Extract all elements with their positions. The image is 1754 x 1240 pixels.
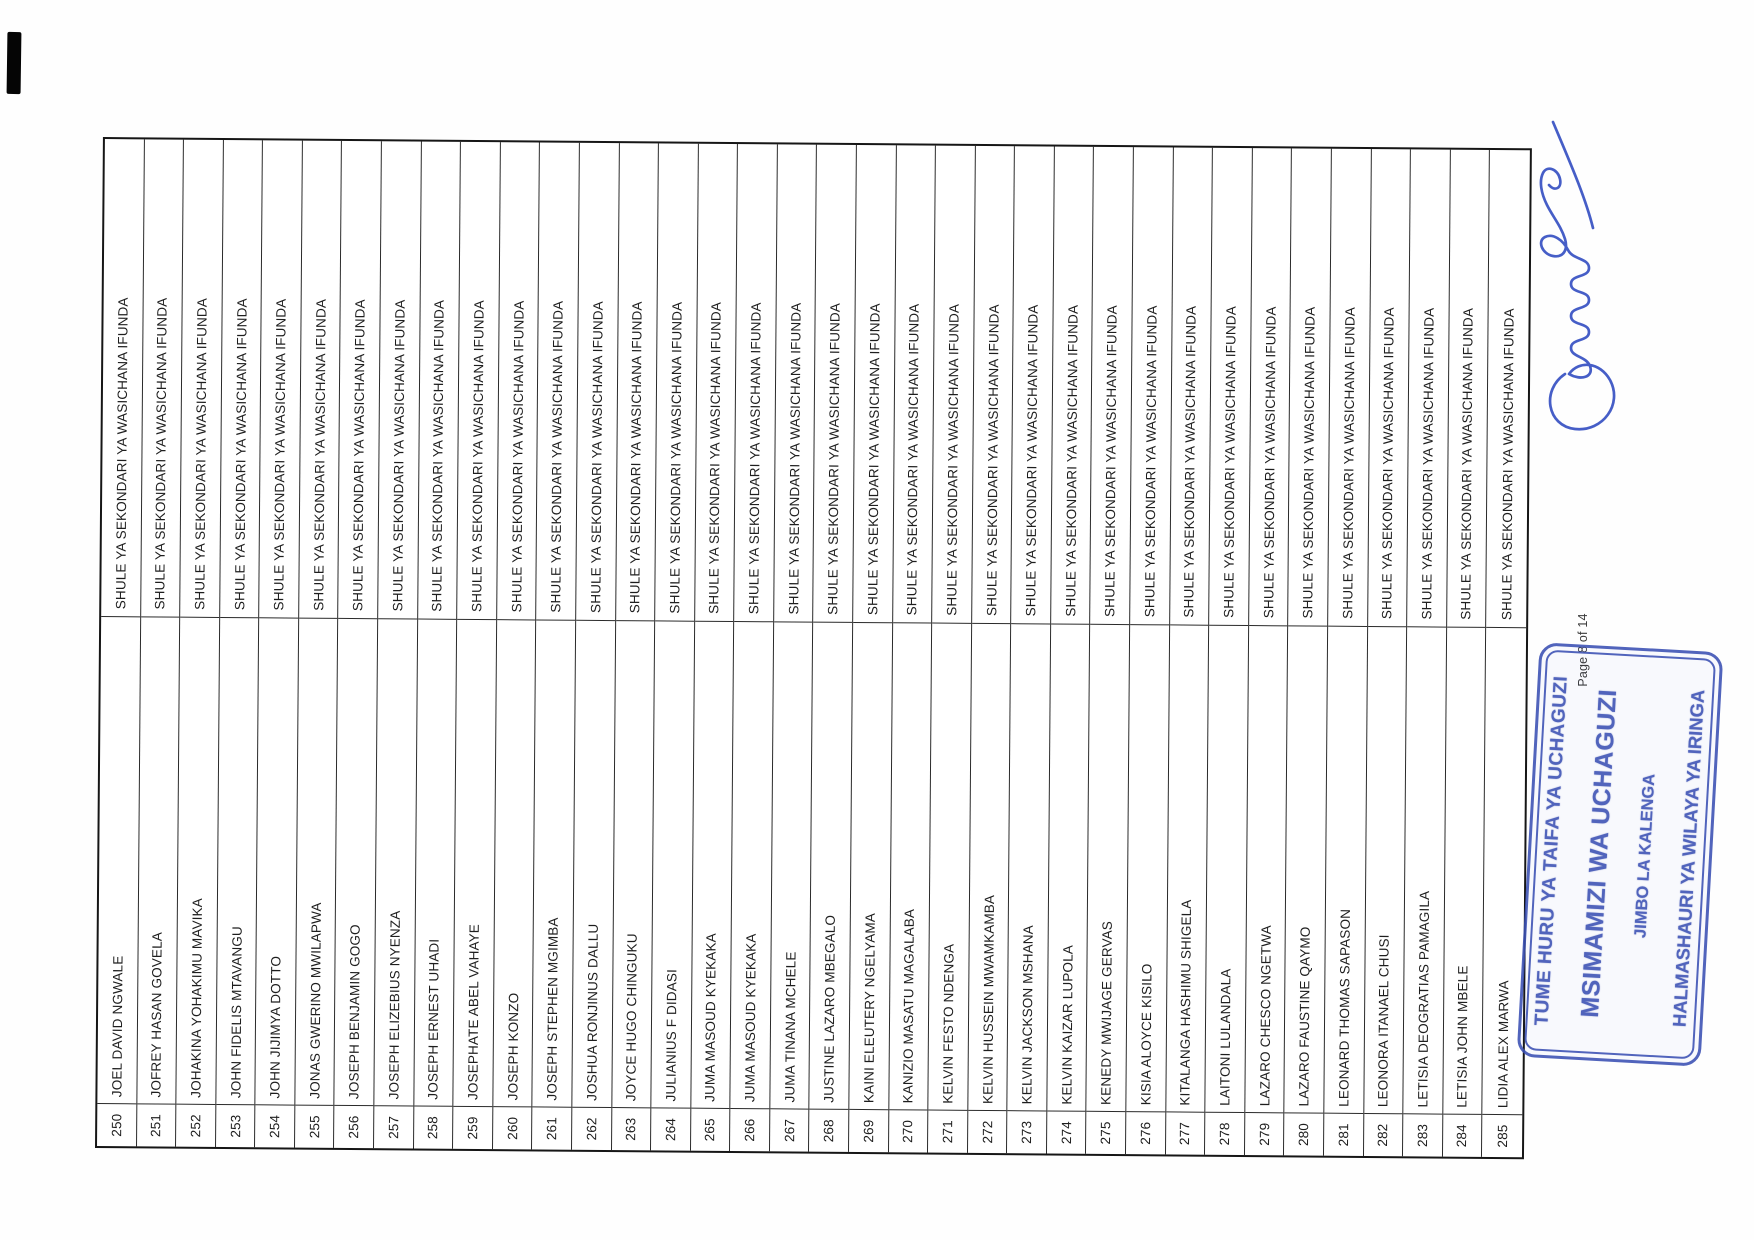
school-cell: SHULE YA SEKONDARI YA WASICHANA IFUNDA <box>587 301 606 613</box>
stamp-ring-text: TUME HURU YA TAIFA YA UCHAGUZI <box>1531 675 1572 1027</box>
row-number-cell: 285 <box>1482 1114 1522 1157</box>
row-number-cell: 275 <box>1086 1111 1125 1154</box>
row-number-cell: 251 <box>137 1103 176 1146</box>
row-number-cell: 257 <box>374 1105 413 1148</box>
scan-artifact <box>7 32 22 94</box>
school-cell: SHULE YA SEKONDARI YA WASICHANA IFUNDA <box>192 297 210 610</box>
school-cell: SHULE YA SEKONDARI YA WASICHANA IFUNDA <box>1498 308 1517 621</box>
school-cell: SHULE YA SEKONDARI YA WASICHANA IFUNDA <box>627 301 645 614</box>
name-cell: KITALANGA HASHIMU SHIGELA <box>1166 624 1208 1111</box>
name-cell: JOSEPH ELIZEBIUS NYENZA <box>374 618 416 1105</box>
school-cell: SHULE YA SEKONDARI YA WASICHANA IFUNDA <box>152 297 171 610</box>
signature-stroke <box>1541 122 1614 429</box>
roster-table <box>95 137 1532 1159</box>
school-cell: SHULE YA SEKONDARI YA WASICHANA IFUNDA <box>904 303 923 616</box>
name-cell: JOSEPH KONZO <box>493 619 535 1106</box>
name-cell: JOSHUA RONJINUS DALLU <box>572 620 614 1107</box>
row-number-cell: 259 <box>453 1106 492 1149</box>
school-cell: SHULE YA SEKONDARI YA WASICHANA IFUNDA <box>746 302 764 615</box>
name-cell: KAINI ELEUTERY NGELYAMA <box>849 622 891 1109</box>
school-cell: SHULE YA SEKONDARI YA WASICHANA IFUNDA <box>1181 305 1200 618</box>
row-number-cell: 270 <box>889 1109 928 1152</box>
school-cell: SHULE YA SEKONDARI YA WASICHANA IFUNDA <box>1023 304 1041 617</box>
name-cell: LAITONI LULANDALA <box>1206 625 1248 1112</box>
name-cell: JOHN JIJIMYA DOTTO <box>256 617 298 1104</box>
name-cell: LAZARO FAUSTINE QAYMO <box>1285 625 1327 1112</box>
row-number-cell: 279 <box>1245 1112 1284 1155</box>
name-cell: JONAS GWERINO MWILAPWA <box>295 618 337 1105</box>
stamp-subtitle: JIMBO LA KALENGA <box>1631 773 1659 939</box>
row-number-cell: 283 <box>1403 1113 1442 1156</box>
name-cell: KENEDY MWIJAGE GERVAS <box>1087 624 1129 1111</box>
stamp-bottom-text: HALMASHAURI YA WILAYA YA IRINGA <box>1668 689 1708 1028</box>
name-cell: JOSEPHATE ABEL VAHAYE <box>454 619 496 1106</box>
name-cell: KELVIN KAIZAR LUPOLA <box>1047 623 1089 1110</box>
row-number-cell: 266 <box>730 1108 769 1151</box>
school-cell: SHULE YA SEKONDARI YA WASICHANA IFUNDA <box>667 301 685 614</box>
row-number-cell: 261 <box>532 1106 571 1149</box>
name-cell: JUMA MASOUD KYEKAKA <box>691 621 733 1108</box>
school-cell: SHULE YA SEKONDARI YA WASICHANA IFUNDA <box>310 298 329 611</box>
row-number-cell: 258 <box>414 1106 453 1149</box>
school-cell: SHULE YA SEKONDARI YA WASICHANA IFUNDA <box>1062 304 1081 617</box>
school-cell: SHULE YA SEKONDARI YA WASICHANA IFUNDA <box>1260 306 1279 619</box>
school-cell: SHULE YA SEKONDARI YA WASICHANA IFUNDA <box>350 299 368 612</box>
school-cell: SHULE YA SEKONDARI YA WASICHANA IFUNDA <box>825 302 843 615</box>
school-cell: SHULE YA SEKONDARI YA WASICHANA IFUNDA <box>1339 306 1358 619</box>
school-cell: SHULE YA SEKONDARI YA WASICHANA IFUNDA <box>231 298 250 611</box>
school-cell: SHULE YA SEKONDARI YA WASICHANA IFUNDA <box>271 298 289 611</box>
school-cell: SHULE YA SEKONDARI YA WASICHANA IFUNDA <box>864 303 883 616</box>
name-cell: JUSTINE LAZARO MBEGALO <box>810 622 852 1109</box>
row-number-cell: 267 <box>770 1108 809 1151</box>
name-cell: LAZARO CHESCO NGETWA <box>1245 625 1287 1112</box>
name-cell: KANIZIO MASATU MAGALABA <box>889 622 931 1109</box>
row-number-cell: 263 <box>612 1107 651 1150</box>
name-cell: JULIANIUS F DIDASI <box>651 620 693 1107</box>
school-cell: SHULE YA SEKONDARI YA WASICHANA IFUNDA <box>1221 306 1239 618</box>
name-cell: LIDIA ALEX MARWA <box>1483 627 1526 1114</box>
name-cell: JOHN FIDELIS MTAVANGU <box>216 617 258 1104</box>
name-cell: JOYCE HUGO CHINGUKU <box>612 620 654 1107</box>
election-stamp <box>1517 642 1724 1067</box>
school-cell: SHULE YA SEKONDARI YA WASICHANA IFUNDA <box>1419 307 1437 620</box>
school-cell: SHULE YA SEKONDARI YA WASICHANA IFUNDA <box>469 300 487 613</box>
name-cell: JOSEPH STEPHEN MGIMBA <box>533 619 575 1106</box>
school-cell: SHULE YA SEKONDARI YA WASICHANA IFUNDA <box>429 299 448 612</box>
row-number-cell: 260 <box>493 1106 532 1149</box>
school-cell: SHULE YA SEKONDARI YA WASICHANA IFUNDA <box>113 297 131 610</box>
name-cell: KELVIN HUSSEIN MWAMKAMBA <box>968 623 1010 1110</box>
school-cell: SHULE YA SEKONDARI YA WASICHANA IFUNDA <box>706 302 725 614</box>
school-cell: SHULE YA SEKONDARI YA WASICHANA IFUNDA <box>944 303 962 616</box>
signature <box>1530 105 1632 440</box>
row-number-cell: 284 <box>1443 1114 1482 1157</box>
row-number-cell: 273 <box>1007 1110 1046 1153</box>
row-number-cell: 254 <box>255 1104 294 1147</box>
school-cell: SHULE YA SEKONDARI YA WASICHANA IFUNDA <box>1379 307 1397 620</box>
name-cell: LETISIA JOHN MBELE <box>1443 627 1485 1114</box>
school-cell: SHULE YA SEKONDARI YA WASICHANA IFUNDA <box>508 300 527 613</box>
school-cell: SHULE YA SEKONDARI YA WASICHANA IFUNDA <box>548 300 566 613</box>
row-number-cell: 272 <box>968 1110 1007 1153</box>
name-cell: JOSEPH ERNEST UHADI <box>414 619 456 1106</box>
school-cell: SHULE YA SEKONDARI YA WASICHANA IFUNDA <box>1300 306 1318 619</box>
school-cell: SHULE YA SEKONDARI YA WASICHANA IFUNDA <box>1458 307 1477 620</box>
row-number-cell: 280 <box>1284 1112 1323 1155</box>
school-cell: SHULE YA SEKONDARI YA WASICHANA IFUNDA <box>785 302 804 615</box>
row-number-cell: 255 <box>295 1105 334 1148</box>
row-number-cell: 268 <box>809 1109 848 1152</box>
row-number-cell: 277 <box>1166 1111 1205 1154</box>
name-cell: JUMA TINANA MCHELE <box>770 621 812 1108</box>
name-cell: LEONORA ITANAEL CHUSI <box>1364 626 1406 1113</box>
name-cell: JOFREY HASAN GOVELA <box>137 616 179 1103</box>
stamp-title: MSIMAMIZI WA UCHAGUZI <box>1576 688 1623 1019</box>
name-cell: KELVIN FESTO NDENGA <box>928 623 970 1110</box>
row-number-cell: 276 <box>1126 1111 1165 1154</box>
school-cell: SHULE YA SEKONDARI YA WASICHANA IFUNDA <box>1142 305 1160 618</box>
name-cell: JOSEPH BENJAMIN GOGO <box>335 618 377 1105</box>
name-cell: JOEL DAVID NGWALE <box>97 616 139 1103</box>
row-number-cell: 253 <box>216 1104 255 1147</box>
name-cell: JUMA MASOUD KYEKAKA <box>731 621 773 1108</box>
name-cell: KELVIN JACKSON MSHANA <box>1008 623 1050 1110</box>
name-cell: LETISIA DEOGRATIAS PAMAGILA <box>1403 626 1445 1113</box>
row-number-cell: 281 <box>1324 1113 1363 1156</box>
election-stamp-inner <box>1524 650 1716 1060</box>
row-number-cell: 282 <box>1363 1113 1402 1156</box>
row-number-cell: 278 <box>1205 1112 1244 1155</box>
school-cell: SHULE YA SEKONDARI YA WASICHANA IFUNDA <box>390 299 408 612</box>
row-number-cell: 252 <box>176 1104 215 1147</box>
name-cell: JOHAKINA YOHAKIMU MAVIKA <box>177 617 219 1104</box>
row-number-cell: 265 <box>691 1108 730 1151</box>
row-number-cell: 256 <box>334 1105 373 1148</box>
name-cell: LEONARD THOMAS SAPASON <box>1324 626 1366 1113</box>
school-cell: SHULE YA SEKONDARI YA WASICHANA IFUNDA <box>983 304 1002 617</box>
row-number-cell: 262 <box>572 1107 611 1150</box>
row-number-cell: 274 <box>1047 1110 1086 1153</box>
row-number-cell: 250 <box>97 1103 136 1146</box>
school-cell: SHULE YA SEKONDARI YA WASICHANA IFUNDA <box>1102 305 1120 618</box>
page-number: Page 8 of 14 <box>1576 613 1590 687</box>
row-number-cell: 271 <box>928 1110 967 1153</box>
row-number-cell: 269 <box>849 1109 888 1152</box>
name-cell: KISIA ALOYCE KISILO <box>1126 624 1168 1111</box>
row-number-cell: 264 <box>651 1107 690 1150</box>
